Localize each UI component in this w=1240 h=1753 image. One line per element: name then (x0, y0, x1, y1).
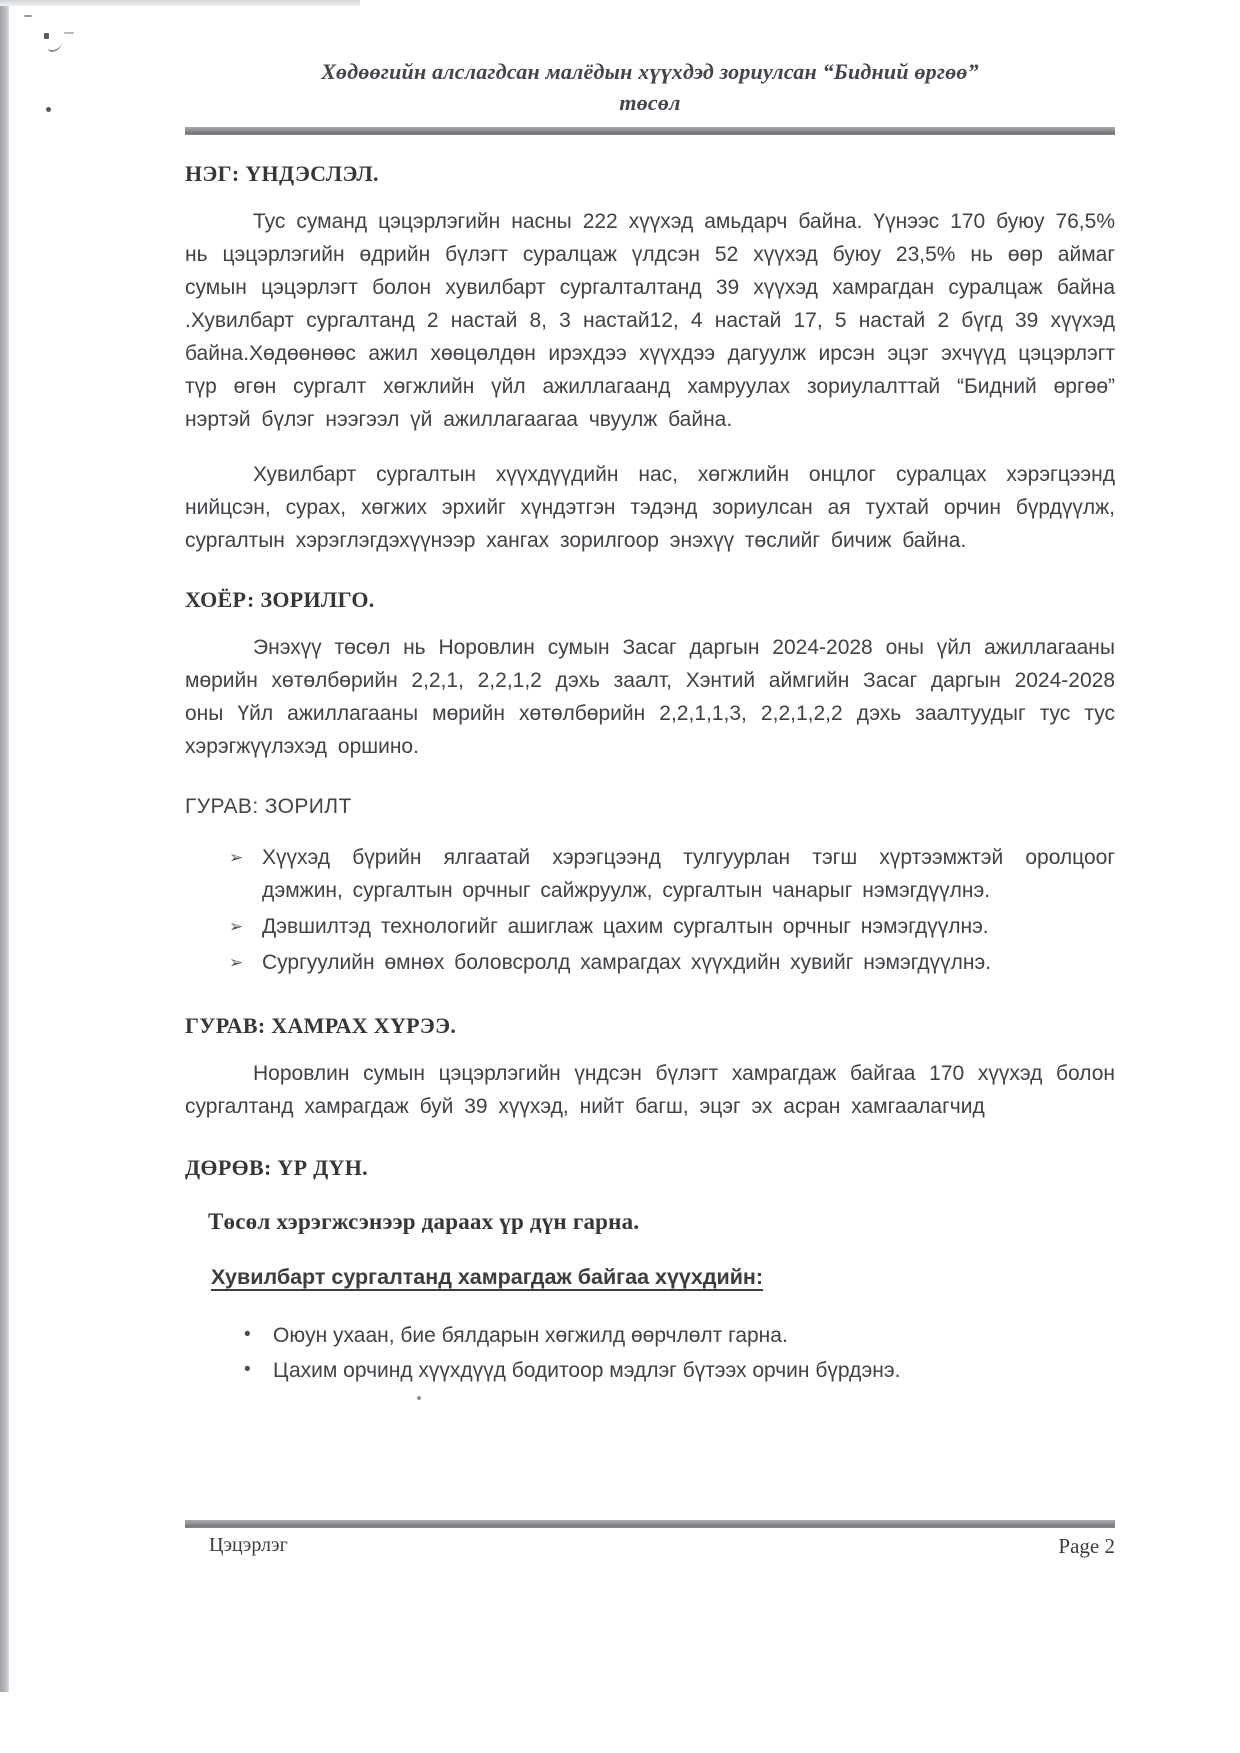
result-lead-line: Төсөл хэрэгжсэнээр дараах үр дүн гарна. (208, 1209, 640, 1234)
footer-rule (185, 1520, 1115, 1528)
document-title-line2: төсөл (619, 90, 681, 115)
section-heading-undeslel: НЭГ: ҮНДЭСЛЭЛ. (185, 161, 379, 186)
arrow-bullet-icon: ➢ (229, 917, 244, 936)
result-bullet-text: Оюун ухаан, бие бялдарын хөгжилд өөрчлөлт гарна. (273, 1324, 788, 1347)
footer-row (185, 1534, 1115, 1559)
result-bullet-item (244, 1353, 1115, 1388)
document-content (185, 56, 1115, 1388)
paragraph-undeslel-2: Хувилбарт сургалтын хүүхдүүдийн нас, хөгжлийн онцлог суралцах хэрэгцээнд нийцсэн, сурах, хөгжих эрхийг хүндэтгэн тэдэнд зориулсан ая тухтай орчин бүрдүүлж, сургалтын хэрэглэгдэхүүнээр хангах зорилгоор энэхүү төслийг бичиж байна. (185, 463, 1115, 552)
section-heading-khamrakh-khuree: ГУРАВ: ХАМРАХ ХҮРЭЭ. (185, 1013, 457, 1038)
paragraph-khamrakh-khuree: Норовлин сумын цэцэрлэгийн үндсэн бүлэгт хамрагдаж байгаа 170 хүүхэд болон сургалтанд хамрагдаж буй 39 хүүхэд, нийт багш, эцэг эх асран хамгаалагчид (185, 1062, 1115, 1118)
zorilt-bullet-item (229, 841, 1115, 907)
zorilt-bullet-item (229, 910, 1115, 943)
zorilt-bullet-item (229, 946, 1115, 979)
dot-bullet-icon: • (244, 1359, 251, 1380)
document-title (185, 56, 1115, 118)
page-footer (185, 1520, 1115, 1559)
header-rule (185, 127, 1115, 135)
scan-edge-strip (0, 0, 9, 1692)
zorilt-bullet-list (185, 841, 1115, 979)
arrow-bullet-icon: ➢ (229, 953, 244, 972)
zorilt-bullet-text: Дэвшилтэд технологийг ашиглаж цахим сургалтын орчныг нэмэгдүүлнэ. (262, 915, 989, 938)
result-bullet-text: Цахим орчинд хүүхдүүд бодитоор мэдлэг бүтээх орчин бүрдэнэ. (273, 1359, 901, 1382)
paragraph-zorilgo: Энэхүү төсөл нь Норовлин сумын Засаг даргын 2024-2028 оны үйл ажиллагааны мөрийн хөтөлбөрийн 2,2,1, 2,2,1,2 дэхь заалт, Хэнтий аймгийн Засаг даргын 2024-2028 оны Үйл ажиллагааны мөрийн хөтөлбөрийн 2,2,1,1,3, 2,2,1,2,2 дэхь заалтуудыг тус тус хэрэгжүүлэхэд оршино. (185, 636, 1115, 758)
result-bullet-list (185, 1318, 1115, 1388)
result-bullet-item (244, 1318, 1115, 1353)
page-number: Page 2 (1058, 1534, 1115, 1558)
zorilt-bullet-text: Хүүхэд бүрийн ялгаатай хэрэгцээнд тулгуурлан тэгш хүртээмжтэй оролцоог дэмжин, сургалтын орчныг сайжруулж, сургалтын чанарыг нэмэгдүүлнэ. (262, 846, 1115, 902)
paragraph-undeslel-1: Тус суманд цэцэрлэгийн насны 222 хүүхэд амьдарч байна. Үүнээс 170 буюу 76,5% нь цэцэрлэгийн өдрийн бүлэгт суралцаж үлдсэн 52 хүүхэд буюу 23,5% нь өөр аймаг сумын цэцэрлэгт болон хувилбарт сургалталтанд 39 хүүхэд хамрагдан суралцаж байна .Хувилбарт сургалтанд 2 настай 8, 3 настай12, 4 настай 17, 5 настай 2 бүгд 39 хүүхэд байна.Хөдөөнөөс ажил хөөцөлдөн ирэхдээ хүүхдээ дагуулж ирсэн эцэг эхчүүд цэцэрлэгт түр өгөн сургалт хөгжлийн үйл ажиллагаанд хамруулах зориулалттай “Бидний өргөө” нэртэй бүлэг нээгээл үй ажиллагаагаа чвуулж байна. (185, 210, 1115, 431)
scan-speck (417, 1396, 421, 1400)
scan-edge-top (0, 0, 360, 6)
scan-speck (24, 15, 32, 17)
zorilt-bullet-text: Сургуулийн өмнөх боловсролд хамрагдах хүүхдийн хувийг нэмэгдүүлнэ. (262, 951, 992, 974)
section-heading-zorilgo: ХОЁР: ЗОРИЛГО. (185, 587, 375, 612)
document-title-line1: Хөдөөгийн алслагдсан малёдын хүүхдэд зориулсан “Бидний өргөө” (321, 59, 979, 84)
arrow-bullet-icon: ➢ (229, 848, 244, 867)
result-subheading: Хувилбарт сургалтанд хамрагдаж байгаа хүүхдийн: (211, 1265, 764, 1289)
footer-document-label: Цэцэрлэг (209, 1534, 288, 1556)
scan-speck (64, 32, 74, 34)
dot-bullet-icon: • (244, 1324, 251, 1345)
scan-speck (46, 107, 51, 112)
scan-speck (48, 38, 62, 52)
section-heading-zorilt: ГУРАВ: ЗОРИЛТ (185, 795, 352, 818)
section-heading-ur-dun: ДӨРӨВ: ҮР ДҮН. (185, 1155, 368, 1180)
